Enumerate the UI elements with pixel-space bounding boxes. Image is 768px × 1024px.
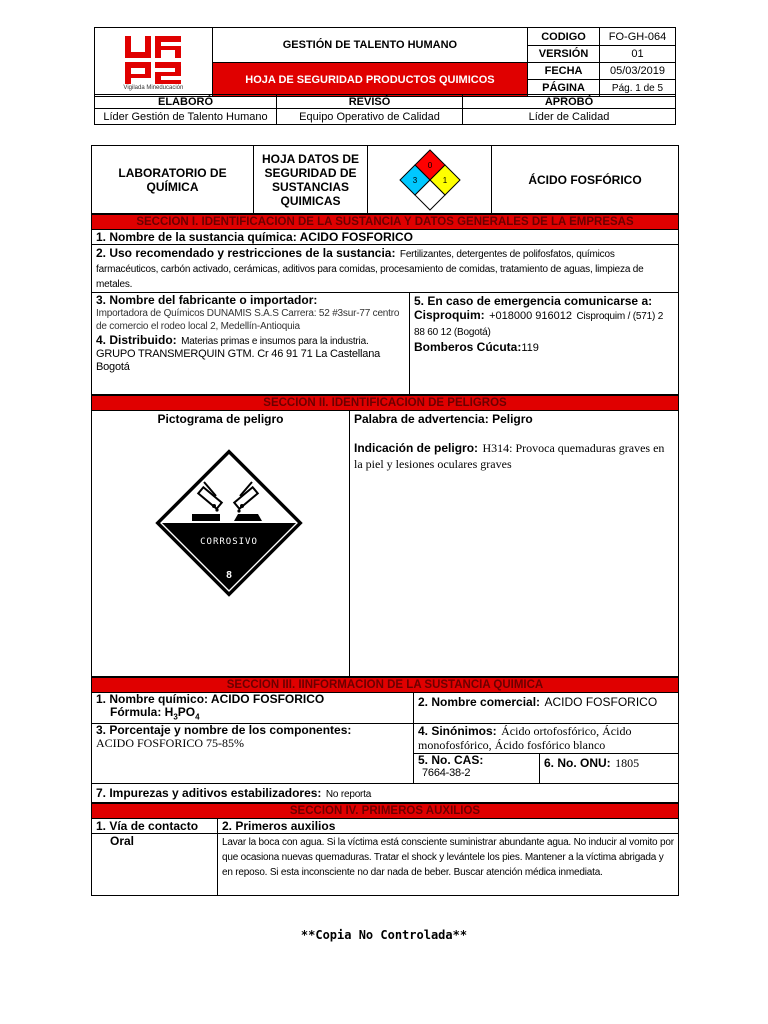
meta-value: FO-GH-064 bbox=[600, 28, 676, 46]
s3-item3 bbox=[92, 724, 414, 784]
s1-item2-text: Fertilizantes, detergentes de polifosfatos, químicos farmacéuticos, carbón activado, cerámicas, aditivos para comidas, procesamiento de comidas, tratamiento de aguas, limpieza de metales. bbox=[96, 249, 644, 290]
s3-chem-name: 1. Nombre químico: ACIDO FOSFORICO bbox=[96, 692, 325, 706]
elaboro-value: Líder Gestión de Talento Humano bbox=[95, 109, 277, 125]
s3-item4 bbox=[414, 724, 679, 754]
s3-item7 bbox=[92, 784, 679, 803]
bomberos-label: Bomberos Cúcuta: bbox=[414, 340, 522, 354]
ufps-logo bbox=[125, 36, 181, 84]
reviso-value: Equipo Operativo de Calidad bbox=[277, 109, 463, 125]
s3-item6-label: 6. No. ONU: bbox=[544, 756, 611, 771]
warning-word: Palabra de advertencia: Peligro bbox=[354, 412, 533, 426]
warning-cell bbox=[350, 411, 679, 677]
s3-formula bbox=[96, 706, 409, 723]
meta-label: VERSIÓN bbox=[528, 46, 600, 63]
aprobo-label: APROBÓ bbox=[463, 95, 676, 109]
s4-route: Oral bbox=[92, 834, 218, 896]
meta-label: FECHA bbox=[528, 63, 600, 80]
s3-item2-label: 2. Nombre comercial: bbox=[418, 695, 541, 709]
aprobo-value: Líder de Calidad bbox=[463, 109, 676, 125]
s4-col1: 1. Vía de contacto bbox=[92, 819, 218, 834]
logo-caption: Vigilada Mineducación bbox=[123, 84, 184, 91]
s3-item5-label: 5. No. CAS: bbox=[418, 753, 484, 768]
substance-title: ÁCIDO FOSFÓRICO bbox=[492, 146, 679, 214]
cisproquim-label: Cisproquim: bbox=[414, 308, 485, 322]
section-2-title: SECCION II. IDENTIFICACION DE PELIGROS bbox=[92, 396, 679, 411]
sheet-subtitle: HOJA DE SEGURIDAD PRODUCTOS QUIMICOS bbox=[212, 63, 527, 97]
section-1-title: SECCION I. IDENTIFICACION DE LA SUSTANCIA Y DATOS GENERALES DE LA EMPRESAS bbox=[92, 215, 679, 230]
s1-left bbox=[92, 293, 410, 395]
nfpa-reactivity-value: 1 bbox=[442, 175, 447, 185]
s4-col2: 2. Primeros auxilios bbox=[218, 819, 679, 834]
s1-item2 bbox=[92, 245, 679, 293]
reviso-label: REVISÓ bbox=[277, 95, 463, 109]
s1-item5-label: 5. En caso de emergencia comunicarse a: bbox=[414, 294, 653, 308]
s1-item4-label: 4. Distribuido: bbox=[96, 333, 177, 347]
s3-item4-value: Ácido ortofosfórico, Ácido monofosfórico, Ácido fosfórico blanco bbox=[418, 724, 632, 753]
s3-item2-value: ACIDO FOSFORICO bbox=[544, 695, 658, 709]
s1-item4-text: Materias primas e insumos para la industria. bbox=[181, 336, 369, 347]
approval-table bbox=[94, 94, 676, 125]
nfpa-fire-value: 0 bbox=[427, 160, 432, 170]
s1-item1: 1. Nombre de la sustancia química: ACIDO FOSFORICO bbox=[92, 230, 679, 245]
nfpa-diamond-icon bbox=[395, 148, 465, 212]
title-row bbox=[91, 145, 679, 214]
logo-cell bbox=[95, 28, 213, 97]
cisproquim-number: +018000 916012 bbox=[489, 310, 573, 322]
elaboro-label: ELABORÓ bbox=[95, 95, 277, 109]
hazard-class: 8 bbox=[226, 570, 232, 581]
section-4-title: SECCION IV. PRIMEROS AUXILIOS bbox=[92, 804, 679, 819]
s1-item3-label: 3. Nombre del fabricante o importador: bbox=[96, 293, 318, 307]
footer-note: **Copia No Controlada** bbox=[300, 928, 468, 942]
s3-formula-po: PO bbox=[177, 705, 196, 719]
s3-item5 bbox=[414, 754, 540, 784]
s3-item1 bbox=[92, 693, 414, 724]
s3-item5-value: 7664-38-2 bbox=[422, 767, 471, 780]
s3-formula-h: Fórmula: H bbox=[110, 705, 174, 719]
meta-value: 05/03/2019 bbox=[600, 63, 676, 80]
s1-item2-label: 2. Uso recomendado y restricciones de la sustancia: bbox=[96, 246, 396, 260]
section-2 bbox=[91, 395, 679, 677]
s3-item6-value: 1805 bbox=[615, 756, 640, 771]
s1-item3-text: Importadora de Químicos DUNAMIS S.A.S Carrera: 52 #3sur-77 centro de comercio el rodeo local 2, Medellín-Antioquia bbox=[96, 308, 400, 332]
meta-value: Pág. 1 de 5 bbox=[600, 80, 676, 97]
bomberos-number: 119 bbox=[521, 342, 539, 354]
s3-item7-label: 7. Impurezas y aditivos estabilizadores: bbox=[96, 786, 322, 801]
nfpa-health-value: 3 bbox=[412, 175, 417, 185]
meta-label: PÁGINA bbox=[528, 80, 600, 97]
pictogram-cell bbox=[92, 411, 350, 677]
corrosive-pictogram-icon bbox=[154, 448, 304, 598]
s3-item3-label: 3. Porcentaje y nombre de los componentes: bbox=[96, 723, 352, 738]
sheet-title: HOJA DATOS DE SEGURIDAD DE SUSTANCIAS QUIMICAS bbox=[254, 146, 368, 214]
section-1 bbox=[91, 214, 679, 395]
dept-title: GESTIÓN DE TALENTO HUMANO bbox=[212, 28, 527, 63]
s3-item4-label: 4. Sinónimos: bbox=[418, 724, 497, 739]
s4-aid-text: Lavar la boca con agua. Si la víctima está consciente suministrar abundante agua. No inducir al vomito por que ocasiona nuevas quemaduras. Tratar el shock y levántele los pies. Mantener a la víctima abrigada y en reposo. Si esta inconsciente no dar nada de beber. Buscar atención médica inmediata. bbox=[218, 834, 679, 896]
s3-item7-value: No reporta bbox=[325, 789, 372, 801]
indication-label: Indicación de peligro: bbox=[354, 441, 479, 455]
corrosive-label: CORROSIVO bbox=[200, 537, 258, 547]
main-sheet bbox=[91, 145, 679, 896]
nfpa-cell bbox=[368, 146, 492, 214]
header-table bbox=[94, 27, 676, 97]
s1-item4-text2: GRUPO TRANSMERQUIN GTM. Cr 46 91 71 La Castellana Bogotá bbox=[96, 348, 381, 373]
meta-label: CODIGO bbox=[528, 28, 600, 46]
lab-title: LABORATORIO DE QUÍMICA bbox=[92, 146, 254, 214]
section-3 bbox=[91, 677, 679, 803]
indication-text: H314: Provoca quemaduras graves en la piel y lesiones oculares graves bbox=[354, 441, 665, 471]
section-4 bbox=[91, 803, 679, 896]
s3-item2 bbox=[414, 693, 679, 724]
pictogram-label: Pictograma de peligro bbox=[157, 412, 284, 426]
meta-value: 01 bbox=[600, 46, 676, 63]
s3-item6 bbox=[540, 754, 679, 784]
s3-formula-sub1: 3 bbox=[173, 712, 178, 722]
cisproquim-rest: Cisproquim / (571) 2 88 60 12 (Bogotá) bbox=[414, 311, 664, 338]
s3-formula-sub2: 4 bbox=[195, 712, 200, 722]
section-3-title: SECCION III. IINFORMACION DE LA SUSTANCIA QUIMICA bbox=[92, 678, 679, 693]
s1-right bbox=[410, 293, 679, 395]
s3-item3-value: ACIDO FOSFORICO 75-85% bbox=[96, 736, 245, 751]
